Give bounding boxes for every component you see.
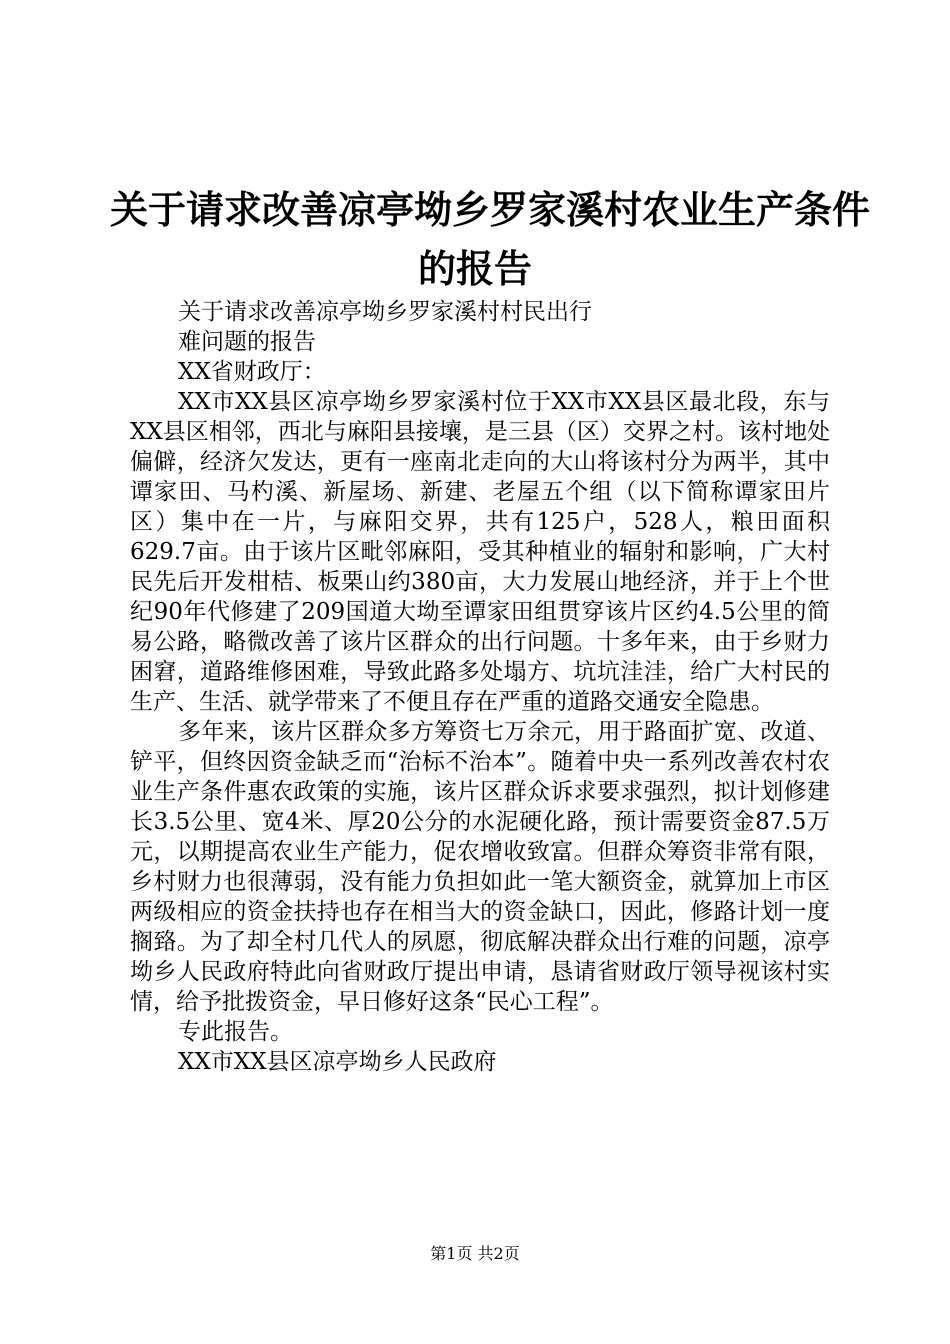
signature-organization: XX市XX县区凉亭坳乡人民政府: [178, 1049, 497, 1075]
addressee: XX省财政厅：: [178, 359, 326, 385]
body-paragraph: 多年来，该片区群众多方筹资七万余元，用于路面扩宽、改道、铲平，但终因资金缺乏而“治标不治本”。随着中央一系列改善农村农业生产条件惠农政策的实施，该片区群众诉求要求强烈，拟计划修建长3.5公里、宽4米、厚20公分的水泥硬化路，预计需要资金87.5万元，以期提高农业生产能力，促农增收致富。但群众筹资非常有限，乡村财力也很薄弱，没有能力负担如此一笔大额资金，就算加上市区两级相应的资金扶持也存在相当大的资金缺口，因此，修路计划一度搁臵。为了却全村几代人的夙愿，彻底解决群众出行难的问题，凉亭坳乡人民政府特此向省财政厅提出申请，恳请省财政厅领导视该村实情，给予批拨资金，早日修好这条“民心工程”。: [130, 719, 830, 1015]
subtitle-line-2: 难问题的报告: [178, 329, 316, 355]
subtitle-line-1: 关于请求改善凉亭坳乡罗家溪村村民出行: [178, 299, 592, 325]
document-title-line-1: 关于请求改善凉亭坳乡罗家溪村农业生产条件: [110, 187, 871, 232]
document-body: [130, 297, 830, 1077]
closing-phrase: 专此报告。: [178, 1019, 293, 1045]
body-paragraph: XX市XX县区凉亭坳乡罗家溪村位于XX市XX县区最北段，东与XX县区相邻，西北与麻阳县接壤，是三县（区）交界之村。该村地处偏僻，经济欠发达，更有一座南北走向的大山将该村分为两半，其中谭家田、马杓溪、新屋场、新建、老屋五个组（以下简称谭家田片区）集中在一片，与麻阳交界，共有125户，528人，粮田面积629.7亩。由于该片区毗邻麻阳，受其种植业的辐射和影响，广大村民先后开发柑桔、板栗山约380亩，大力发展山地经济，并于上个世纪90年代修建了209国道大坳至谭家田组贯穿该片区约4.5公里的简易公路，略微改善了该片区群众的出行问题。十多年来，由于乡财力困窘，道路维修困难，导致此路多处塌方、坑坑洼洼，给广大村民的生产、生活、就学带来了不便且存在严重的道路交通安全隐患。: [130, 389, 830, 715]
page-indicator: 第1页 共2页: [430, 1244, 520, 1263]
document-title-line-2: 的报告: [417, 246, 532, 291]
